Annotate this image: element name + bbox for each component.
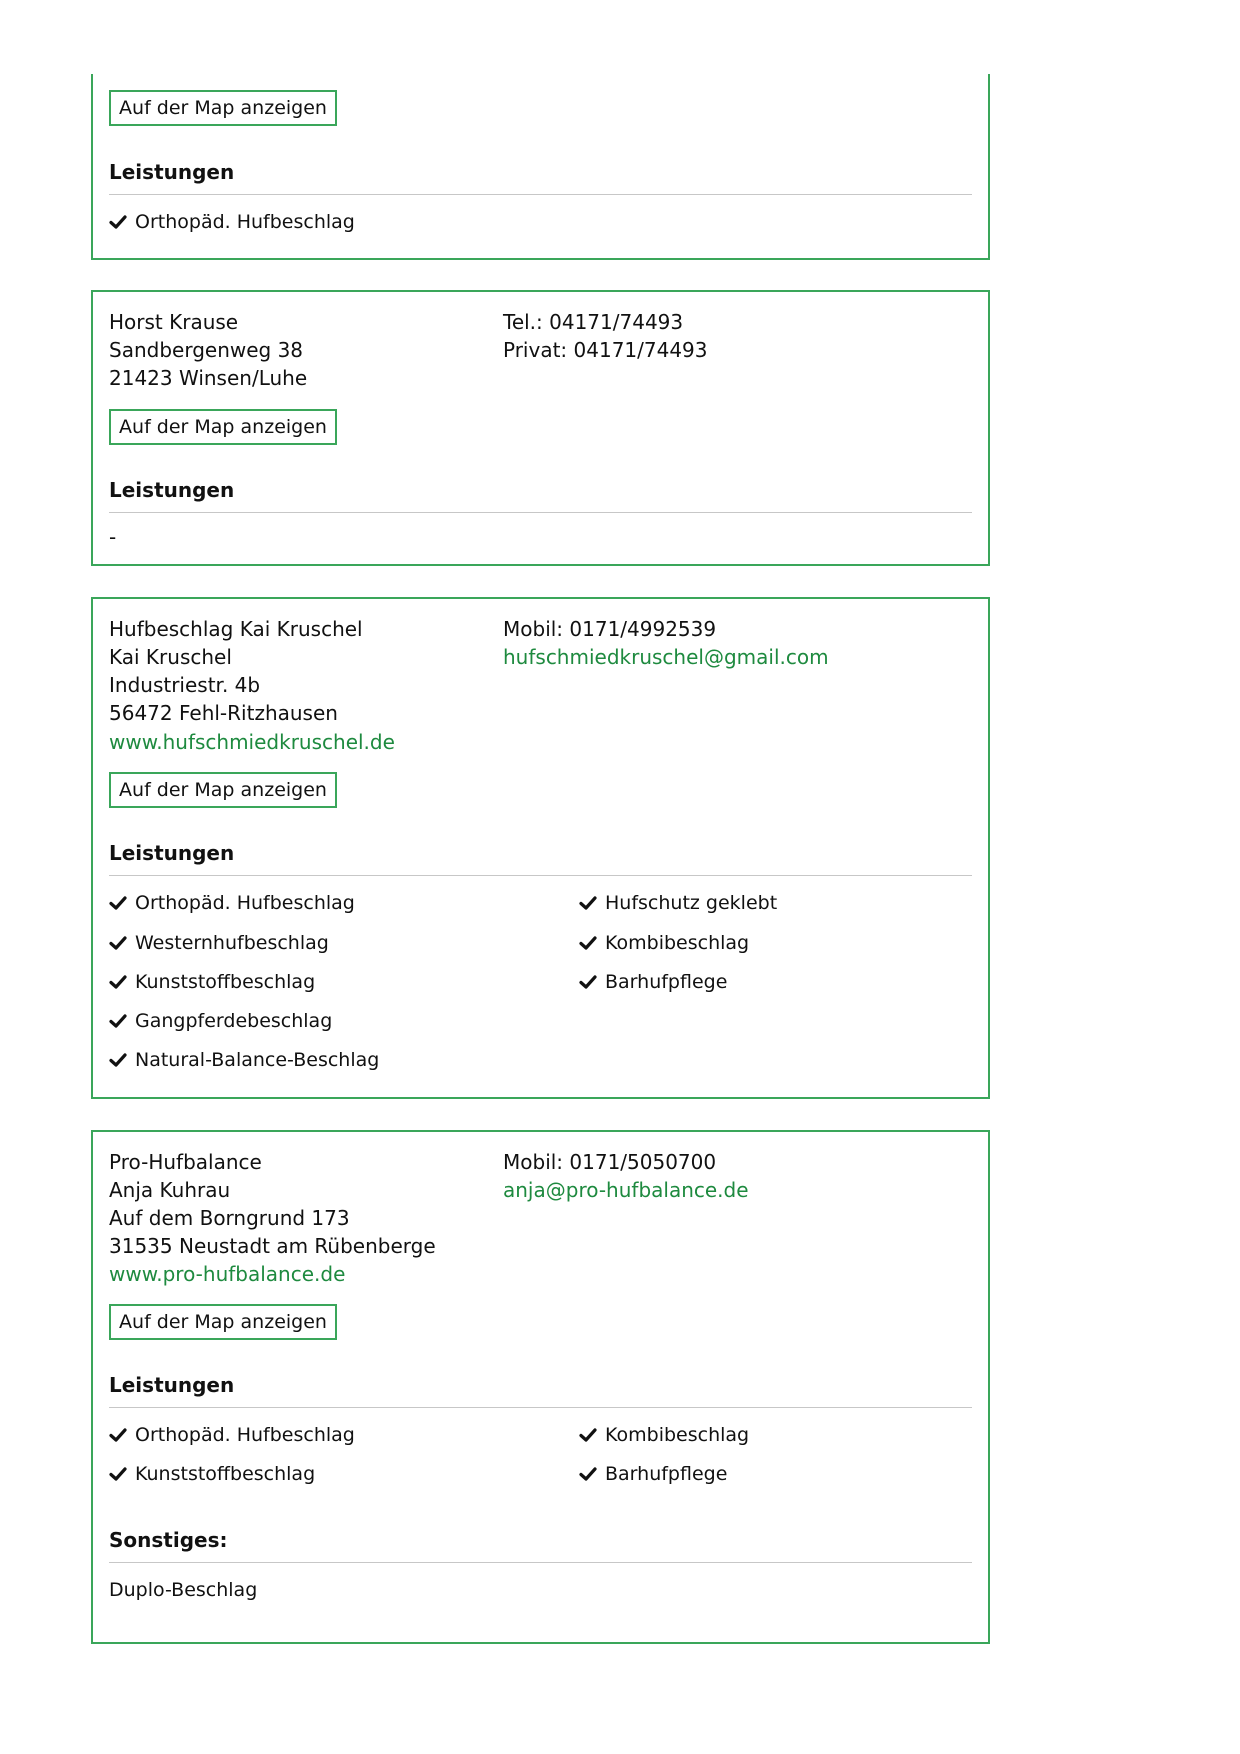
service-label: Barhufpflege <box>605 1463 728 1485</box>
company-name: Pro-Hufbalance <box>109 1150 262 1174</box>
service-label: Kombibeschlag <box>605 932 750 954</box>
service-item <box>109 1047 379 1073</box>
contact-name: Anja Kuhrau <box>109 1178 231 1202</box>
service-item <box>109 890 355 916</box>
service-item <box>579 1422 749 1448</box>
phone-private: Privat: 04171/74493 <box>503 338 708 362</box>
check-icon <box>109 894 127 912</box>
mobile-phone: Mobil: 0171/5050700 <box>503 1150 717 1174</box>
service-label: Orthopäd. Hufbeschlag <box>135 211 355 233</box>
check-icon <box>579 1465 597 1483</box>
show-on-map-button[interactable]: Auf der Map anzeigen <box>109 1304 337 1340</box>
other-text: Duplo-Beschlag <box>109 1579 258 1601</box>
check-icon <box>109 1012 127 1030</box>
website-link[interactable]: www.hufschmiedkruschel.de <box>109 730 395 754</box>
address-street: Industriestr. 4b <box>109 673 261 697</box>
divider <box>109 875 972 876</box>
address-street: Auf dem Borngrund 173 <box>109 1206 350 1230</box>
service-label: Hufschutz geklebt <box>605 892 778 914</box>
service-item <box>579 969 727 995</box>
service-label: Kunststoffbeschlag <box>135 1463 316 1485</box>
check-icon <box>579 1426 597 1444</box>
provider-card-4 <box>91 1130 990 1644</box>
address-city: 56472 Fehl-Ritzhausen <box>109 701 338 725</box>
contact-name: Kai Kruschel <box>109 645 232 669</box>
check-icon <box>579 973 597 991</box>
service-item <box>109 969 315 995</box>
check-icon <box>579 894 597 912</box>
services-heading: Leistungen <box>109 841 235 865</box>
check-icon <box>579 934 597 952</box>
address-street: Sandbergenweg 38 <box>109 338 304 362</box>
check-icon <box>109 1051 127 1069</box>
service-label: Gangpferdebeschlag <box>135 1010 333 1032</box>
check-icon <box>109 934 127 952</box>
service-item <box>109 209 355 235</box>
services-heading: Leistungen <box>109 478 235 502</box>
divider <box>109 194 972 195</box>
address-city: 21423 Winsen/Luhe <box>109 366 308 390</box>
show-on-map-button[interactable]: Auf der Map anzeigen <box>109 409 337 445</box>
email-link[interactable]: anja@pro-hufbalance.de <box>503 1178 749 1202</box>
service-label: Orthopäd. Hufbeschlag <box>135 1424 355 1446</box>
divider <box>109 512 972 513</box>
service-label: Orthopäd. Hufbeschlag <box>135 892 355 914</box>
provider-card-3 <box>91 597 990 1099</box>
other-heading: Sonstiges: <box>109 1528 228 1552</box>
provider-card-1 <box>91 74 990 260</box>
service-item <box>579 930 749 956</box>
check-icon <box>109 973 127 991</box>
check-icon <box>109 1426 127 1444</box>
service-item <box>579 1461 727 1487</box>
services-empty: - <box>109 525 117 549</box>
show-on-map-button[interactable]: Auf der Map anzeigen <box>109 90 337 126</box>
service-label: Westernhufbeschlag <box>135 932 329 954</box>
services-heading: Leistungen <box>109 160 235 184</box>
check-icon <box>109 1465 127 1483</box>
check-icon <box>109 213 127 231</box>
company-name: Hufbeschlag Kai Kruschel <box>109 617 363 641</box>
service-label: Kombibeschlag <box>605 1424 750 1446</box>
service-item <box>579 890 777 916</box>
service-label: Kunststoffbeschlag <box>135 971 316 993</box>
phone: Tel.: 04171/74493 <box>503 310 684 334</box>
email-link[interactable]: hufschmiedkruschel@gmail.com <box>503 645 829 669</box>
show-on-map-button[interactable]: Auf der Map anzeigen <box>109 772 337 808</box>
service-label: Barhufpflege <box>605 971 728 993</box>
service-label: Natural-Balance-Beschlag <box>135 1049 380 1071</box>
service-item <box>109 1008 332 1034</box>
mobile-phone: Mobil: 0171/4992539 <box>503 617 717 641</box>
contact-name: Horst Krause <box>109 310 239 334</box>
provider-card-2 <box>91 290 990 566</box>
divider <box>109 1407 972 1408</box>
services-heading: Leistungen <box>109 1373 235 1397</box>
address-city: 31535 Neustadt am Rübenberge <box>109 1234 436 1258</box>
service-item <box>109 930 329 956</box>
service-item <box>109 1461 315 1487</box>
website-link[interactable]: www.pro-hufbalance.de <box>109 1262 346 1286</box>
service-item <box>109 1422 355 1448</box>
divider <box>109 1562 972 1563</box>
